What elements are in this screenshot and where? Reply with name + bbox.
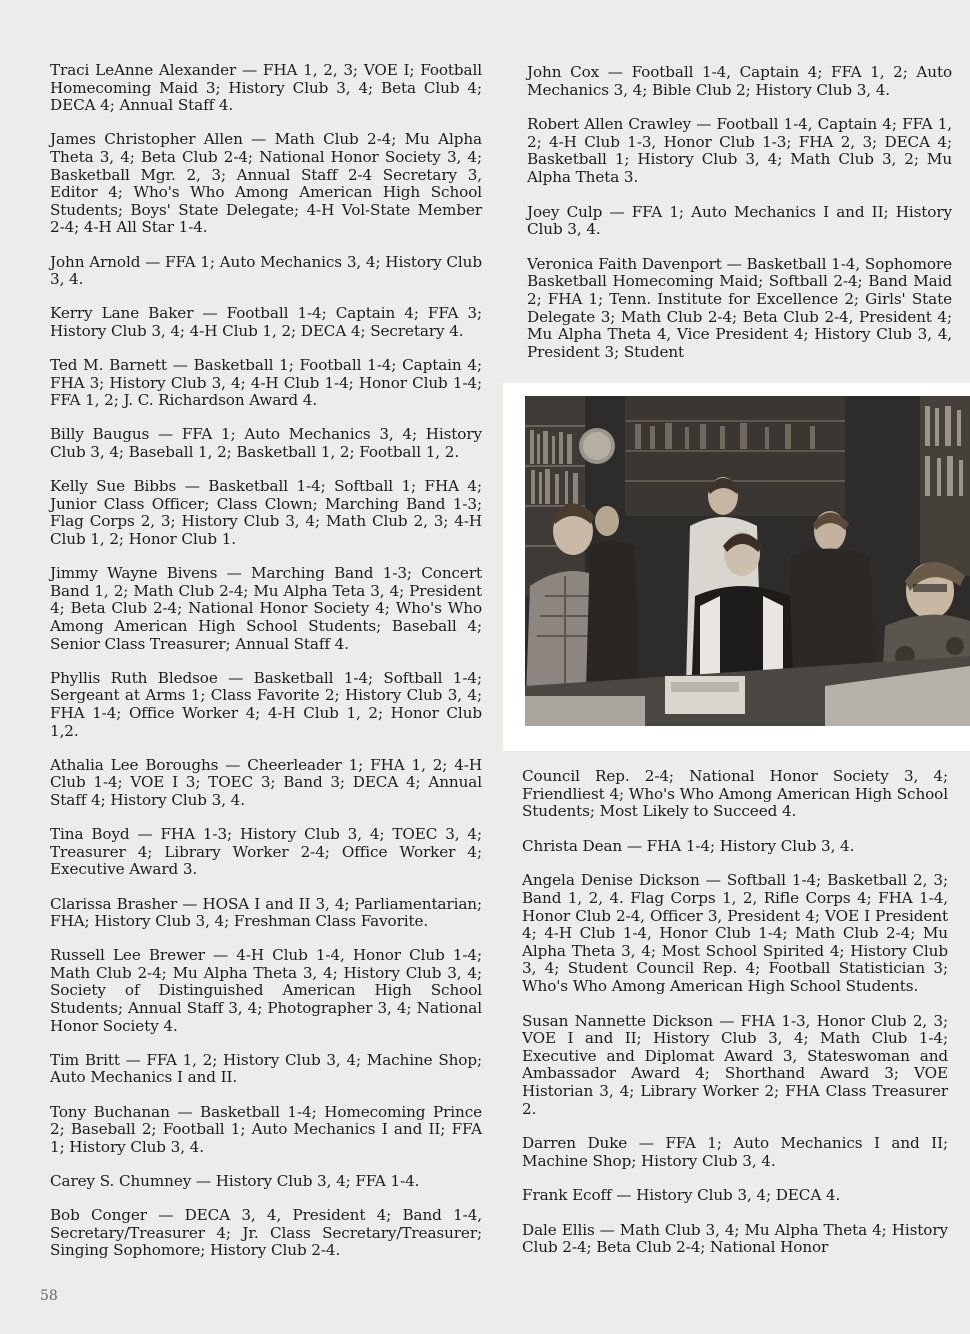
senior-entry: Veronica Faith Davenport — Basketball 1-4, Sophomore Basketball Homecoming Maid; Softball 2-4; Band Maid 2; FHA 1; Tenn. Institute for Excellence 2; Girls' State Delegate 3; Math Club 2-4; Beta Club 2-4, President 4; Mu Alpha Theta 4, Vice President 4; History Club 3, 4, President 3; Student — [527, 254, 952, 361]
senior-entry: Dale Ellis — Math Club 3, 4; Mu Alpha Theta 4; History Club 2-4; Beta Club 2-4; National Honor — [522, 1220, 948, 1257]
senior-entry: Bob Conger — DECA 3, 4, President 4; Band 1-4, Secretary/Treasurer 4; Jr. Class Secretary/Treasurer; Singing Sophomore; History Club 2-4. — [50, 1206, 482, 1260]
classroom-photo — [503, 383, 970, 751]
senior-entry: Joey Culp — FFA 1; Auto Mechanics I and II; History Club 3, 4. — [527, 202, 952, 239]
right-column-top — [527, 64, 952, 378]
senior-entry: Kelly Sue Bibbs — Basketball 1-4; Softball 1; FHA 4; Junior Class Officer; Class Clown; Marching Band 1-3; Flag Corps 2, 3; History Club 3, 4; Math Club 2, 3; 4-H Club 1, 2; Honor Club 1. — [50, 477, 482, 549]
senior-entry: Russell Lee Brewer — 4-H Club 1-4, Honor Club 1-4; Math Club 2-4; Mu Alpha Theta 3, 4; History Club 3, 4; Society of Distinguished American High School Students; Annual Staff 3, 4; Photographer 3, 4; National Honor Society 4. — [50, 946, 482, 1035]
senior-entry: James Christopher Allen — Math Club 2-4; Mu Alpha Theta 3, 4; Beta Club 2-4; National Honor Society 3, 4; Basketball Mgr. 2, 3; Annual Staff 2-4 Secretary 3, Editor 4; Who's Who Among American High School Students; Boys' State Delegate; 4-H Vol-State Member 2-4; 4-H All Star 1-4. — [50, 130, 482, 237]
senior-entry: Christa Dean — FHA 1-4; History Club 3, 4. — [522, 836, 855, 855]
left-column — [50, 62, 482, 1277]
senior-entry: John Cox — Football 1-4, Captain 4; FFA 1, 2; Auto Mechanics 3, 4; Bible Club 2; History Club 3, 4. — [527, 63, 952, 99]
right-column-bottom — [522, 768, 948, 1274]
senior-entry: Traci LeAnne Alexander — FHA 1, 2, 3; VOE I; Football Homecoming Maid 3; History Club 3, 4; Beta Club 4; DECA 4; Annual Staff 4. — [50, 61, 482, 115]
senior-entry: Susan Nannette Dickson — FHA 1-3, Honor Club 2, 3; VOE I and II; History Club 3, 4; Math Club 1-4; Executive and Diplomat Award 3, Stateswoman and Ambassador Award 4; Shorthand Award 3; VOE Historian 3, 4; Library Worker 2; FHA Class Treasurer 2. — [522, 1011, 948, 1118]
page-number: 58 — [40, 1288, 58, 1304]
senior-entry: Council Rep. 2-4; National Honor Society 3, 4; Friendliest 4; Who's Who Among American High School Students; Most Likely to Succeed 4. — [522, 767, 948, 821]
senior-entry: John Arnold — FFA 1; Auto Mechanics 3, 4; History Club 3, 4. — [50, 252, 482, 289]
senior-entry: Jimmy Wayne Bivens — Marching Band 1-3; Concert Band 1, 2; Math Club 2-4; Mu Alpha Teta 3, 4; President 4; Beta Club 2-4; National Honor Society 4; Who's Who Among American High School Students; Baseball 4; Senior Class Treasurer; Annual Staff 4. — [50, 564, 482, 653]
senior-entry: Athalia Lee Boroughs — Cheerleader 1; FHA 1, 2; 4-H Club 1-4; VOE I 3; TOEC 3; Band 3; DECA 4; Annual Staff 4; History Club 3, 4. — [50, 755, 482, 809]
senior-entry: Frank Ecoff — History Club 3, 4; DECA 4. — [522, 1186, 841, 1205]
senior-entry: Tina Boyd — FHA 1-3; History Club 3, 4; TOEC 3, 4; Treasurer 4; Library Worker 2-4; Office Worker 4; Executive Award 3. — [50, 825, 482, 879]
senior-entry: Carey S. Chumney — History Club 3, 4; FFA 1-4. — [50, 1172, 420, 1190]
senior-entry: Kerry Lane Baker — Football 1-4; Captain 4; FFA 3; History Club 3, 4; 4-H Club 1, 2; DECA 4; Secretary 4. — [50, 304, 482, 340]
senior-entry: Billy Baugus — FFA 1; Auto Mechanics 3, 4; History Club 3, 4; Baseball 1, 2; Basketball 1, 2; Football 1, 2. — [50, 425, 482, 462]
senior-entry: Tony Buchanan — Basketball 1-4; Homecoming Prince 2; Baseball 2; Football 1; Auto Mechanics I and II; FFA 1; History Club 3, 4. — [50, 1102, 482, 1156]
senior-entry: Phyllis Ruth Bledsoe — Basketball 1-4; Softball 1-4; Sergeant at Arms 1; Class Favorite 2; History Club 3, 4; FHA 1-4; Office Worker 4; 4-H Club 1, 2; Honor Club 1,2. — [50, 668, 482, 740]
senior-entry: Angela Denise Dickson — Softball 1-4; Basketball 2, 3; Band 1, 2, 4. Flag Corps 1, 2, Rifle Corps 4; FHA 1-4, Honor Club 2-4, Officer 3, President 4; VOE I President 4; 4-H Club 1-4, Honor Club 1-4; Math Club 2-4; Mu Alpha Theta 3, 4; Most School Spirited 4; History Club 3, 4; Student Council Rep. 4; Football Statistician 3; Who's Who Among American High School Students. — [522, 871, 948, 995]
senior-entry: Ted M. Barnett — Basketball 1; Football 1-4; Captain 4; FHA 3; History Club 3, 4; 4-H Club 1-4; Honor Club 1-4; FFA 1, 2; J. C. Richardson Award 4. — [50, 356, 482, 410]
senior-entry: Darren Duke — FFA 1; Auto Mechanics I and II; Machine Shop; History Club 3, 4. — [522, 1134, 948, 1170]
classroom-photo-image — [525, 396, 970, 726]
senior-entry: Tim Britt — FFA 1, 2; History Club 3, 4; Machine Shop; Auto Mechanics I and II. — [50, 1050, 482, 1087]
senior-entry: Robert Allen Crawley — Football 1-4, Captain 4; FFA 1, 2; 4-H Club 1-3, Honor Club 1-3; FHA 2, 3; DECA 4; Basketball 1; History Club 3, 4; Math Club 3, 2; Mu Alpha Theta 3. — [527, 115, 952, 186]
senior-entry: Clarissa Brasher — HOSA I and II 3, 4; Parliamentarian; FHA; History Club 3, 4; Freshman Class Favorite. — [50, 894, 482, 931]
